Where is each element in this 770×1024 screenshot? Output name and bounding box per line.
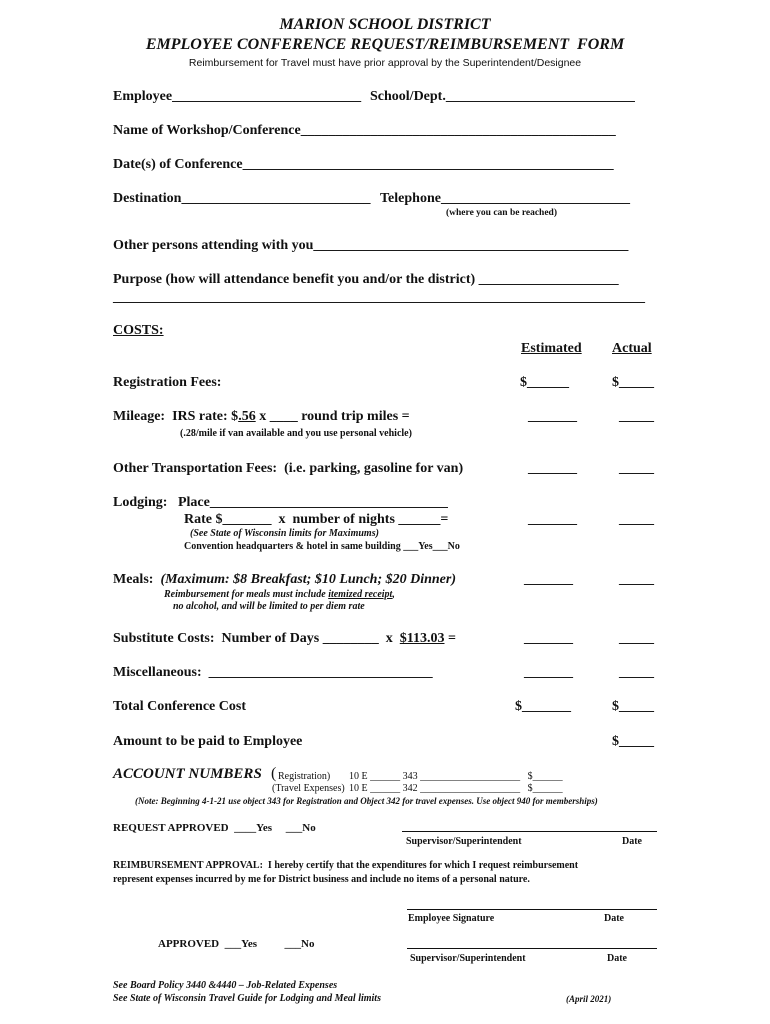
telephone-field[interactable]: Telephone___________________________: [380, 191, 630, 206]
reimbursement-certification-line1: REIMBURSEMENT APPROVAL: I hereby certify that the expenditures for which I request reimbursement: [113, 860, 579, 871]
approved-field[interactable]: APPROVED ___Yes ___No: [158, 938, 315, 950]
account-open-paren: (: [271, 765, 277, 782]
purpose-field[interactable]: Purpose (how will attendance benefit you and/or the district) ____________________: [113, 272, 619, 287]
destination-field[interactable]: Destination___________________________: [113, 191, 371, 206]
request-approved-field[interactable]: REQUEST APPROVED ____Yes ___No: [113, 822, 316, 834]
board-policy-note: See Board Policy 3440 &4440 – Job-Related Expenses: [113, 980, 338, 991]
total-cost-label: Total Conference Cost: [113, 699, 246, 714]
estimated-column-header: Estimated: [521, 341, 582, 356]
meals-alcohol-note: no alcohol, and will be limited to per diem rate: [173, 601, 365, 612]
account-registration-code[interactable]: 10 E ______ 343 ____________________ $______: [349, 771, 563, 782]
revision-date: (April 2021): [566, 994, 612, 1004]
conference-dates-field[interactable]: Date(s) of Conference_____________________________________________________: [113, 157, 614, 172]
mileage-actual-field[interactable]: _____: [619, 409, 654, 424]
actual-column-header: Actual: [612, 341, 652, 356]
supervisor-label-2: Supervisor/Superintendent: [410, 953, 526, 964]
date-label-2: Date: [604, 913, 624, 924]
lodging-estimated-field[interactable]: _______: [528, 512, 577, 527]
date-label-3: Date: [607, 953, 627, 964]
misc-estimated-field[interactable]: _______: [524, 665, 573, 680]
mileage-label: [113, 409, 410, 425]
mileage-rate: .56: [238, 409, 256, 424]
employee-signature-label: Employee Signature: [408, 913, 495, 924]
date-label-1: Date: [622, 836, 642, 847]
district-title: MARION SCHOOL DISTRICT: [279, 16, 491, 33]
registration-fees-label: Registration Fees:: [113, 375, 222, 390]
account-travel-label: (Travel Expenses): [272, 783, 345, 794]
mileage-prefix: Mileage: IRS rate: $: [113, 409, 239, 424]
school-dept-field[interactable]: School/Dept.___________________________: [370, 89, 635, 104]
travel-guide-note: See State of Wisconsin Travel Guide for Lodging and Meal limits: [113, 993, 381, 1004]
telephone-note: (where you can be reached): [446, 208, 557, 218]
total-actual-field[interactable]: $_____: [612, 699, 654, 714]
substitute-costs-label[interactable]: [113, 631, 456, 647]
meals-prefix: Meals:: [113, 572, 161, 587]
transportation-estimated-field[interactable]: _______: [528, 461, 577, 476]
lodging-limits-note: (See State of Wisconsin limits for Maximums): [190, 528, 379, 539]
supervisor-label-1: Supervisor/Superintendent: [406, 836, 522, 847]
account-note: (Note: Beginning 4-1-21 use object 343 for Registration and Object 342 for travel expenses. Use object 940 for memberships): [135, 796, 598, 806]
registration-actual-field[interactable]: $_____: [612, 375, 654, 390]
total-estimated-field[interactable]: $_______: [515, 699, 571, 714]
miscellaneous-field[interactable]: Miscellaneous: ________________________________: [113, 665, 433, 680]
mileage-estimated-field[interactable]: _______: [528, 409, 577, 424]
meals-maximum: (Maximum: $8 Breakfast; $10 Lunch; $20 Dinner): [160, 572, 457, 587]
workshop-name-field[interactable]: Name of Workshop/Conference_____________________________________________: [113, 123, 616, 138]
meals-actual-field[interactable]: _____: [619, 572, 654, 587]
mileage-note: (.28/mile if van available and you use personal vehicle): [180, 428, 412, 439]
supervisor-signature-line-2[interactable]: [407, 948, 657, 949]
other-transportation-label: Other Transportation Fees: (i.e. parking, gasoline for van): [113, 461, 464, 476]
employee-field[interactable]: Employee___________________________: [113, 89, 362, 104]
account-travel-code[interactable]: 10 E ______ 342 ____________________ $______: [349, 783, 563, 794]
convention-hotel-note[interactable]: Convention headquarters & hotel in same building ___Yes___No: [184, 541, 460, 552]
reimbursement-certification-line2: represent expenses incurred by me for District business and include no items of a personal nature.: [113, 874, 530, 885]
meals-receipt-note: [164, 589, 395, 600]
meals-label: [113, 572, 456, 588]
substitute-suffix: =: [444, 631, 456, 646]
purpose-continuation-line[interactable]: ____________________________________________________________________________: [113, 290, 645, 305]
transportation-actual-field[interactable]: _____: [619, 461, 654, 476]
account-registration-label: Registration): [278, 771, 331, 782]
meals-estimated-field[interactable]: _______: [524, 572, 573, 587]
substitute-prefix[interactable]: Substitute Costs: Number of Days ________ x: [113, 631, 400, 646]
account-numbers-heading: ACCOUNT NUMBERS: [113, 766, 262, 782]
lodging-place-field[interactable]: Lodging: Place__________________________________: [113, 495, 448, 510]
substitute-rate: $113.03: [399, 631, 445, 646]
costs-heading: COSTS:: [113, 323, 164, 338]
substitute-estimated-field[interactable]: _______: [524, 631, 573, 646]
form-subtitle: Reimbursement for Travel must have prior approval by the Superintendent/Designee: [188, 57, 582, 69]
registration-estimated-field[interactable]: $______: [520, 375, 569, 390]
form-title: EMPLOYEE CONFERENCE REQUEST/REIMBURSEMENT FORM: [145, 36, 625, 53]
meals-note-c: ,: [392, 589, 395, 600]
employee-signature-line[interactable]: [407, 909, 657, 910]
substitute-actual-field[interactable]: _____: [619, 631, 654, 646]
amount-paid-label: Amount to be paid to Employee: [113, 734, 303, 749]
lodging-rate-field[interactable]: Rate $_______ x number of nights ______=: [184, 512, 449, 527]
amount-paid-field[interactable]: $_____: [612, 734, 654, 749]
other-persons-field[interactable]: Other persons attending with you_____________________________________________: [113, 238, 629, 253]
misc-actual-field[interactable]: _____: [619, 665, 654, 680]
mileage-suffix[interactable]: x ____ round trip miles =: [255, 409, 410, 424]
meals-note-a: Reimbursement for meals must include: [164, 589, 329, 600]
supervisor-signature-line-1[interactable]: [402, 831, 657, 832]
meals-note-itemized: itemized receipt: [328, 589, 393, 600]
lodging-actual-field[interactable]: _____: [619, 512, 654, 527]
